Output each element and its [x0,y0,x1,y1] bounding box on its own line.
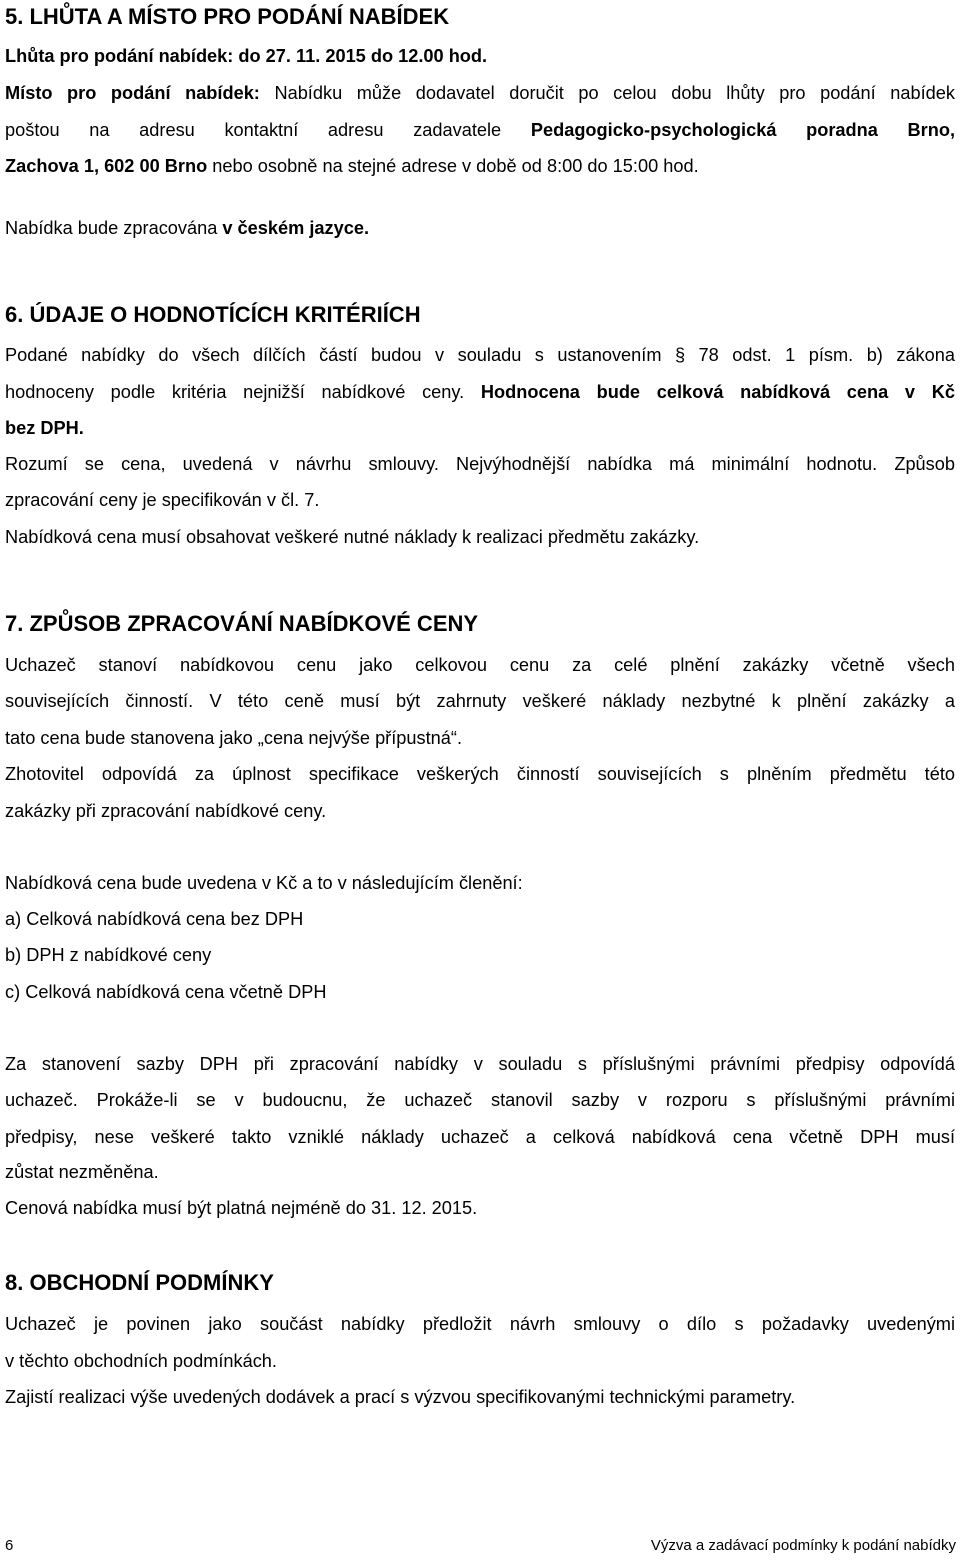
place-org: Pedagogicko-psychologická poradna Brno, [530,120,956,140]
s6-line-2-bold: Hodnocena bude celková nabídková cena v Kč [480,382,955,402]
s6-line-6: Nabídková cena musí obsahovat veškeré nutné náklady k realizaci předmětu zakázky. [5,527,700,547]
s6-line-5: zpracování ceny je specifikován v čl. 7. [5,490,320,510]
s7-p5: Cenová nabídka musí být platná nejméně do 31. 12. 2015. [5,1198,478,1218]
s7-item-b: b) DPH z nabídkové ceny [5,945,212,965]
language-bold: v českém jazyce. [222,218,370,238]
s7-p2-line-2: zakázky při zpracování nabídkové ceny. [5,801,327,821]
language-line [5,217,955,239]
place-line-1 [5,82,955,104]
s6-line-1: Podané nabídky do všech dílčích částí budou v souladu s ustanovením § 78 odst. 1 písm. b) zákona [5,345,955,365]
place-text-1: Nabídku může dodavatel doručit po celou dobu lhůty pro podání nabídek [259,83,955,103]
deadline-line: Lhůta pro podání nabídek: do 27. 11. 2015 do 12.00 hod. [5,46,488,66]
s7-p3-intro: Nabídková cena bude uvedena v Kč a to v následujícím členění: [5,873,523,893]
s7-p2-line-1: Zhotovitel odpovídá za úplnost specifikace veškerých činností souvisejících s plněním předmětu této [5,764,955,784]
page-number: 6 [5,1537,14,1554]
place-text-3: nebo osobně na stejné adrese v době od 8:00 do 15:00 hod. [207,156,699,176]
s7-p4-line-2: uchazeč. Prokáže-li se v budoucnu, že uchazeč stanovil sazby v rozporu s příslušnými právními [5,1090,955,1110]
s7-item-a: a) Celková nabídková cena bez DPH [5,909,304,929]
s8-p1-line-2: v těchto obchodních podmínkách. [5,1351,277,1371]
s8-p1-line-1: Uchazeč je povinen jako součást nabídky předložit návrh smlouvy o dílo s požadavky uvedenými [5,1314,955,1334]
s8-p2: Zajistí realizaci výše uvedených dodávek a prací s výzvou specifikovanými technickými parametry. [5,1387,796,1407]
footer-title: Výzva a zadávací podmínky k podání nabídky [650,1537,956,1554]
s6-line-4: Rozumí se cena, uvedená v návrhu smlouvy. Nejvýhodnější nabídka má minimální hodnotu. Způsob [5,454,955,474]
place-line-2 [5,119,955,141]
s7-p4-line-4: zůstat nezměněna. [5,1162,159,1182]
s7-p4-line-1: Za stanovení sazby DPH při zpracování nabídky v souladu s příslušnými právními předpisy odpovídá [5,1054,955,1074]
s7-item-c: c) Celková nabídková cena včetně DPH [5,982,327,1002]
place-text-2: poštou na adresu kontaktní adresu zadavatele [5,120,531,140]
place-line-3 [5,155,955,177]
s7-p4-line-3: předpisy, nese veškeré takto vzniklé náklady uchazeč a celková nabídková cena včetně DPH musí [5,1127,955,1147]
place-addr: Zachova 1, 602 00 Brno [5,156,208,176]
section-6-heading: 6. ÚDAJE O HODNOTÍCÍCH KRITÉRIÍCH [5,302,421,327]
s6-line-2-text: hodnoceny podle kritéria nejnižší nabídkové ceny. [5,382,481,402]
section-7-heading: 7. ZPŮSOB ZPRACOVÁNÍ NABÍDKOVÉ CENY [5,611,479,636]
section-8-heading: 8. OBCHODNÍ PODMÍNKY [5,1270,274,1295]
s7-p1-line-1: Uchazeč stanoví nabídkovou cenu jako celkovou cenu za celé plnění zakázky včetně všech [5,655,955,675]
s7-p1-line-3: tato cena bude stanovena jako „cena nejvýše přípustná“. [5,728,463,748]
s6-line-2 [5,381,955,403]
section-5-heading: 5. LHŮTA A MÍSTO PRO PODÁNÍ NABÍDEK [5,4,450,29]
place-label: Místo pro podání nabídek: [5,83,260,103]
language-text: Nabídka bude zpracována [5,218,223,238]
s7-p1-line-2: souvisejících činností. V této ceně musí být zahrnuty veškeré náklady nezbytné k plnění zakázky a [5,691,955,711]
s6-line-3: bez DPH. [5,418,84,438]
